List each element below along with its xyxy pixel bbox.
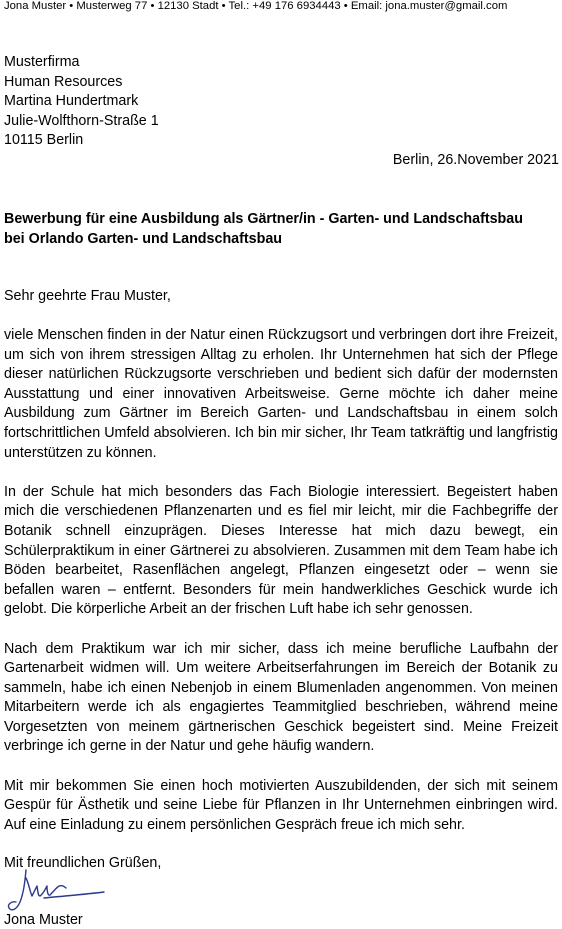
signature-name: Jona Muster (4, 912, 83, 928)
salutation: Sehr geehrte Frau Muster, (4, 288, 171, 304)
recipient-contact: Martina Hundertmark (4, 93, 139, 110)
paragraph: viele Menschen finden in der Natur einen Rückzugsort und verbringen dort ihre Freizeit, um sich von ihrem stressigen Alltag zu erholen. Ihr Unternehmen hat sich der Pflege dieser natürlichen Rückzugsorte verschrieben und bedient sich dafür der modernsten Ausstattung und einer innovativen Arbeitsweise. Gerne möchte ich daher meine Ausbildung zum Gärtner im Bereich Garten- und Landschaftsbau in einem solch fortschrittlichen Umfeld absolvieren. Ich bin mir sicher, Ihr Team tatkräftig und langfristig unterstützen zu können. (4, 327, 558, 461)
recipient-street: Julie-Wolfthorn-Straße 1 (4, 112, 159, 129)
closing: Mit freundlichen Grüßen, (4, 855, 162, 871)
subject-line-2: bei Orlando Garten- und Landschaftsbau (4, 231, 283, 247)
recipient-department: Human Resources (4, 73, 123, 90)
handwritten-signature (4, 866, 114, 918)
paragraph: In der Schule hat mich besonders das Fach Biologie interessiert. Begeistert haben mich die verschiedenen Pflanzenarten und es fiel mir leicht, mir die Fachbegriffe der Botanik schnell einzuprägen. Dieses Interesse hat mich dazu bewegt, ein Schülerpraktikum in einer Gärtnerei zu absolvieren. Zusammen mit dem Team habe ich Böden bearbeitet, Rasenflächen angelegt, Pflanzen eingesetzt oder – wenn sie befallen waren – entfernt. Besonders für mein handwerkliches Geschick wurde ich gelobt. Die körperliche Arbeit an der frischen Luft habe ich sehr genossen. (4, 483, 558, 618)
letter-body (4, 326, 558, 855)
subject-line (4, 209, 560, 249)
recipient-city: 10115 Berlin (4, 132, 84, 149)
sender-line: Jona Muster • Musterweg 77 • 12130 Stadt • Tel.: +49 176 6934443 • Email: jona.muster@gmail.com (4, 0, 508, 12)
letter-date: Berlin, 26.November 2021 (392, 152, 559, 168)
recipient-company: Musterfirma (4, 54, 80, 70)
recipient-address (4, 53, 304, 151)
paragraph: Nach dem Praktikum war ich mir sicher, dass ich meine berufliche Laufbahn der Gartenarbeit widmen will. Um weitere Arbeitserfahrungen im Bereich der Botanik zu sammeln, habe ich einen Nebenjob in einem Blumenladen angenommen. Von meinen Mitarbeitern werde ich als engagiertes Teammitglied beschrieben, während meine Vorgesetzten von meinem gärtnerischen Geschick begeistert sind. Meine Freizeit verbringe ich gerne in der Natur und gehe häufig wandern. (4, 640, 558, 755)
paragraph: Mit mir bekommen Sie einen hoch motivierten Auszubildenden, der sich mit seinem Gespür für Ästhetik und seine Liebe für Pflanzen in Ihr Unternehmen einbringen wird. Auf eine Einladung zu einem persönlichen Gespräch freue ich mich sehr. (4, 777, 558, 833)
subject-line-1: Bewerbung für eine Ausbildung als Gärtner/in - Garten- und Landschaftsbau (4, 211, 523, 227)
